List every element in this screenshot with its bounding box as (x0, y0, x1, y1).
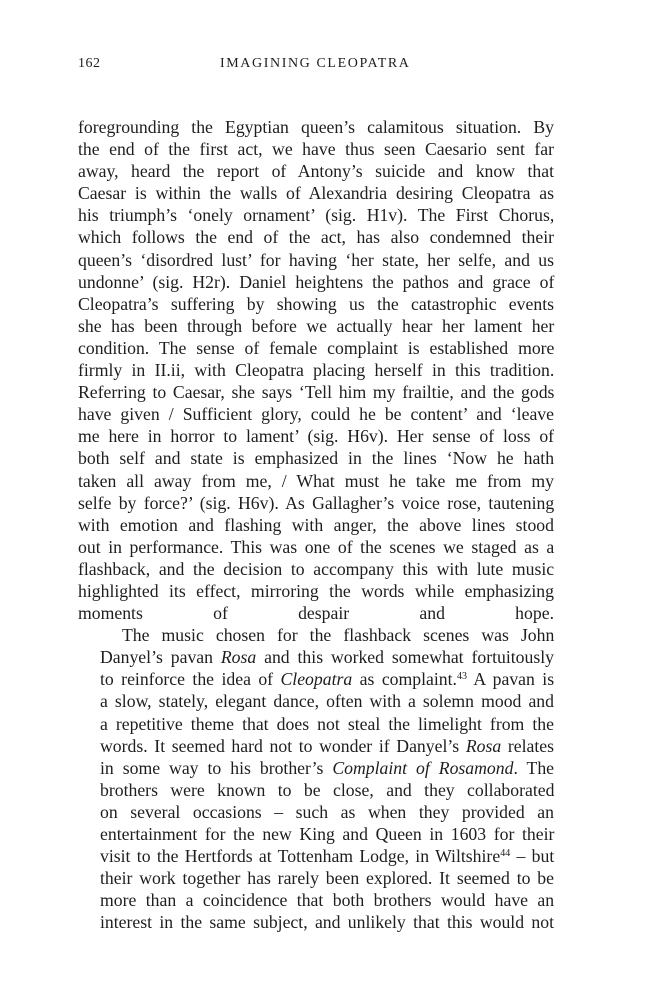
text-line: on several occasions – such as when they provided an (100, 801, 554, 822)
running-head (78, 56, 558, 76)
footnote-marker: 43 (456, 671, 467, 683)
body-text (78, 116, 554, 933)
text-line: The music chosen for the flashback scenes was John (122, 625, 555, 646)
text-line: moments of despair and hope. (78, 603, 554, 624)
work-title: Rosa (465, 735, 502, 756)
text-line: undonne’ (sig. H2r). Daniel heightens the pathos and grace of (78, 271, 555, 292)
paragraph-2 (78, 624, 554, 933)
text-line: away, heard the report of Antony’s suicide and know that (78, 161, 554, 182)
text-line: Referring to Caesar, she says ‘Tell him my frailtie, and the gods (78, 382, 555, 403)
text-line: a slow, stately, elegant dance, often with a solemn mood and (100, 691, 554, 712)
text-line: which follows the end of the act, has also condemned their (78, 227, 555, 248)
paragraph-1 (78, 116, 554, 624)
text-line: the end of the first act, we have thus seen Caesario sent far (78, 139, 555, 160)
text-line: in some way to his brother’s Complaint of Rosamond. The (100, 757, 555, 778)
work-title: Rosa (220, 647, 257, 668)
text-line: their work together has rarely been explored. It seemed to be (100, 868, 554, 889)
text-line: more than a coincidence that both brothers would have an (100, 890, 555, 911)
text-line: Cleopatra’s suffering by showing us the catastrophic events (78, 293, 554, 314)
text-line: Danyel’s pavan Rosa and this worked somewhat fortuitously (100, 647, 554, 668)
page-number: 162 (78, 56, 101, 71)
text-line: entertainment for the new King and Queen in 1603 for their (100, 824, 555, 844)
text-line: me here in horror to lament’ (sig. H6v). Her sense of loss of (78, 426, 555, 447)
text-line: with emotion and flashing with anger, the above lines stood (78, 514, 554, 535)
text-line: out in performance. This was one of the scenes we staged as a (78, 536, 555, 557)
running-title: IMAGINING CLEOPATRA (220, 56, 411, 71)
text-line: brothers were known to be close, and they collaborated (100, 779, 555, 800)
work-title: Cleopatra (280, 669, 353, 690)
work-title: Complaint of Rosamond (332, 757, 514, 778)
text-line: visit to the Hertfords at Tottenham Lodge, in Wiltshire$^{44}$ – but (100, 846, 555, 867)
text-line: to reinforce the idea of Cleopatra as complaint.$^{43}$ A pavan is (100, 669, 555, 690)
text-line: highlighted its effect, mirroring the words while emphasizing (78, 580, 554, 601)
footnote-marker: 44 (500, 848, 511, 860)
text-line: selfe by force?’ (sig. H6v). As Gallagher’s voice rose, tautening (78, 492, 555, 513)
text-line: his triumph’s ‘onely ornament’ (sig. H1v). The First Chorus, (78, 205, 555, 226)
text-line: have given / Sufficient glory, could he be content’ and ‘leave (78, 404, 554, 425)
text-line: Caesar is within the walls of Alexandria desiring Cleopatra as (78, 183, 554, 204)
text-line: interest in the same subject, and unlikely that this would not (100, 912, 554, 933)
text-line: she has been through before we actually hear her lament her (78, 315, 555, 336)
text-line: taken all away from me, / What must he take me from my (78, 470, 554, 491)
text-line: firmly in II.ii, with Cleopatra placing herself in this tradition. (78, 360, 555, 381)
text-line: condition. The sense of female complaint is established more (78, 337, 555, 358)
text-line: foregrounding the Egyptian queen’s calamitous situation. By (78, 117, 554, 137)
text-line: both self and state is emphasized in the lines ‘Now he hath (78, 448, 555, 469)
text-line: words. It seemed hard not to wonder if Danyel’s Rosa relates (100, 735, 555, 756)
text-line: a repetitive theme that does not steal the limelight from the (100, 713, 554, 734)
text-line: queen’s ‘disordred lust’ for having ‘her state, her selfe, and us (78, 249, 554, 270)
text-line: flashback, and the decision to accompany this with lute music (78, 558, 555, 579)
